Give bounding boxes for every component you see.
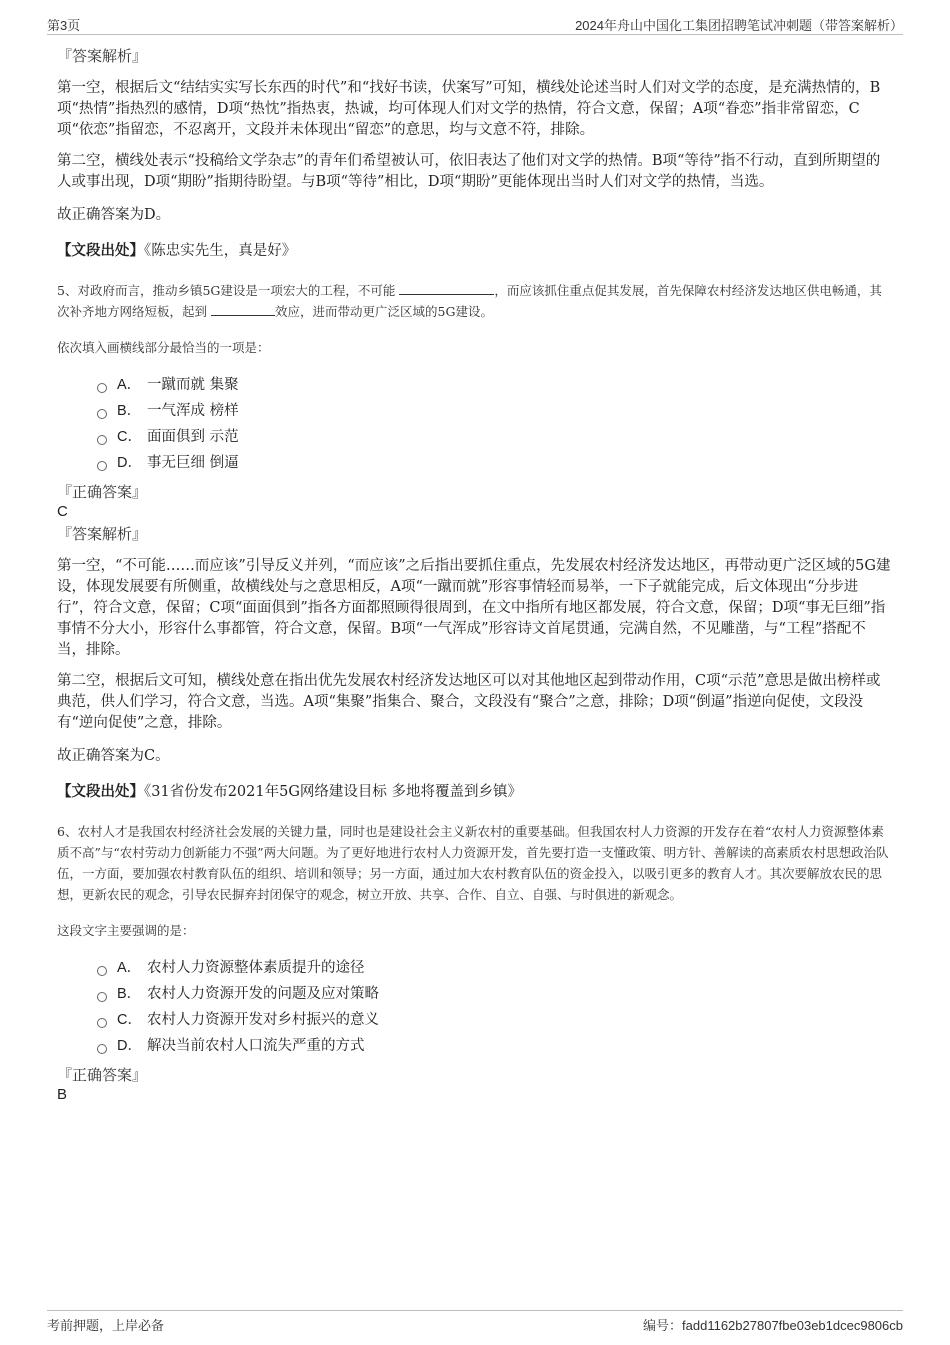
option-d[interactable]: D． 解决当前农村人口流失严重的方式 <box>97 1033 893 1059</box>
source-title: 《31省份发布2021年5G网络建设目标 多地将覆盖到乡镇》 <box>144 784 523 800</box>
option-c[interactable]: C． 农村人力资源开发对乡村振兴的意义 <box>97 1007 893 1033</box>
q4-conclusion: 故正确答案为D。 <box>57 207 171 223</box>
option-a[interactable]: A． 一蹴而就 集聚 <box>97 372 893 398</box>
q4-analysis-label: 『答案解析』 <box>57 47 148 65</box>
option-b[interactable]: B． 一气浑成 榜样 <box>97 398 893 424</box>
q6-answer-label: 『正确答案』 <box>57 1066 148 1084</box>
fill-blank-1 <box>399 283 494 295</box>
q5-analysis-paragraph: 第二空，根据后文可知，横线处意在指出优先发展农村经济发达地区可以对其他地区起到带动作用，C项“示范”意思是做出榜样或典范，供人们学习，符合文意，当选。A项“集聚”指集合、聚合，文段没有“聚合”之意，排除；D项“倒逼”指逆向促使，文段没有“逆向促使”之意，排除。 <box>57 673 881 731</box>
source-label: 【文段出处】 <box>57 783 144 800</box>
option-b[interactable]: B． 农村人力资源开发的问题及应对策略 <box>97 981 893 1007</box>
page-number: 第3页 <box>47 18 81 33</box>
question-5-text <box>57 280 893 322</box>
q5-source <box>57 781 893 803</box>
radio-icon[interactable] <box>97 1018 107 1028</box>
q4-analysis <box>57 78 893 193</box>
radio-icon[interactable] <box>97 966 107 976</box>
radio-icon[interactable] <box>97 992 107 1002</box>
radio-icon[interactable] <box>97 1044 107 1054</box>
q4-analysis-paragraph: 第二空，横线处表示“投稿给文学杂志”的青年们希望被认可，依旧表达了他们对文学的热情。B项“等待”指不行动，直到所期望的人或事出现，D项“期盼”指期待盼望。与B项“等待”相比，D项“期盼”更能体现出当时人们对文学的热情，当选。 <box>57 153 881 190</box>
question-5-prompt: 依次填入画横线部分最恰当的一项是： <box>57 340 270 355</box>
q6-answer: B <box>57 1086 68 1103</box>
option-c[interactable]: C． 面面俱到 示范 <box>97 424 893 450</box>
source-label: 【文段出处】 <box>57 242 144 259</box>
option-a[interactable]: A． 农村人力资源整体素质提升的途径 <box>97 955 893 981</box>
document-id: 编号：fadd1162b27807fbe03eb1dcec9806cb <box>643 1318 903 1333</box>
question-text-part: 5、对政府而言，推动乡镇5G建设是一项宏大的工程，不可能 <box>57 283 396 298</box>
q5-conclusion: 故正确答案为C。 <box>57 748 170 764</box>
document-title: 2024年舟山中国化工集团招聘笔试冲刺题（带答案解析） <box>575 18 903 33</box>
q5-analysis <box>57 556 893 734</box>
radio-icon[interactable] <box>97 435 107 445</box>
q4-analysis-paragraph: 第一空，根据后文“结结实实写长东西的时代”和“找好书读，伏案写”可知，横线处论述当时人们对文学的态度，是充满热情的，B项“热情”指热烈的感情，D项“热忱”指热衷，热诚，均可体现人们对文学的热情，符合文意，保留；A项“眷恋”指非常留恋，C项“依恋”指留恋，不忍离开，文段并未体现出“留恋”的意思，均与文意不符，排除。 <box>57 80 881 138</box>
option-d[interactable]: D． 事无巨细 倒逼 <box>97 450 893 476</box>
q5-analysis-label: 『答案解析』 <box>57 525 148 543</box>
page-content <box>57 46 893 1107</box>
radio-icon[interactable] <box>97 409 107 419</box>
q5-analysis-paragraph: 第一空，“不可能……而应该”引导反义并列，“而应该”之后指出要抓住重点，先发展农村经济发达地区，再带动更广泛区域的5G建设，体现发展要有所侧重，故横线处与之意思相反，A项“一蹴而就”形容事情轻而易举，一下子就能完成，后文体现出“分步进行”，符合文意，保留；C项“面面俱到”指各方面都照顾得很周到，在文中指所有地区都发展，符合文意，保留；D项“事无巨细”指事情不分大小，形容什么事都管，符合文意，保留。B项“一气浑成”形容诗文首尾贯通，完满自然，不见雕凿，与“工程”搭配不当，排除。 <box>57 558 891 658</box>
page-footer <box>47 1310 903 1333</box>
source-title: 《陈忠实先生，真是好》 <box>144 243 297 259</box>
q4-source <box>57 240 893 262</box>
q5-answer: C <box>57 503 68 520</box>
question-text-part: ，而应该抓住重点促其发展，首先保障农村经济发达地区供电畅通，其次补齐地方网络短板，起到 <box>57 283 882 319</box>
footer-slogan: 考前押题，上岸必备 <box>47 1319 165 1334</box>
page-header <box>47 12 903 35</box>
radio-icon[interactable] <box>97 461 107 471</box>
question-6-prompt: 这段文字主要强调的是： <box>57 923 195 938</box>
radio-icon[interactable] <box>97 383 107 393</box>
question-text-part: 效应，进而带动更广泛区域的5G建设。 <box>275 304 493 319</box>
question-6-options <box>97 955 893 1059</box>
question-6-text: 6、农村人才是我国农村经济社会发展的关键力量，同时也是建设社会主义新农村的重要基础。但我国农村人力资源的开发存在着“农村人力资源整体素质不高”与“农村劳动力创新能力不强”两大问题。为了更好地进行农村人力资源开发，首先要打造一支懂政策、明方针、善解读的高素质农村思想政治队伍，一方面，要加强农村教育队伍的组织、培训和领导；另一方面，通过加大农村教育队伍的资金投入，以吸引更多的教育人才。其次要解放农民的思想，更新农民的观念，引导农民摒弃封闭保守的观念，树立开放、共享、合作、自立、自强、与时俱进的新观念。 <box>57 824 889 902</box>
fill-blank-2 <box>211 304 275 316</box>
question-5-options <box>97 372 893 476</box>
q5-answer-label: 『正确答案』 <box>57 483 148 501</box>
